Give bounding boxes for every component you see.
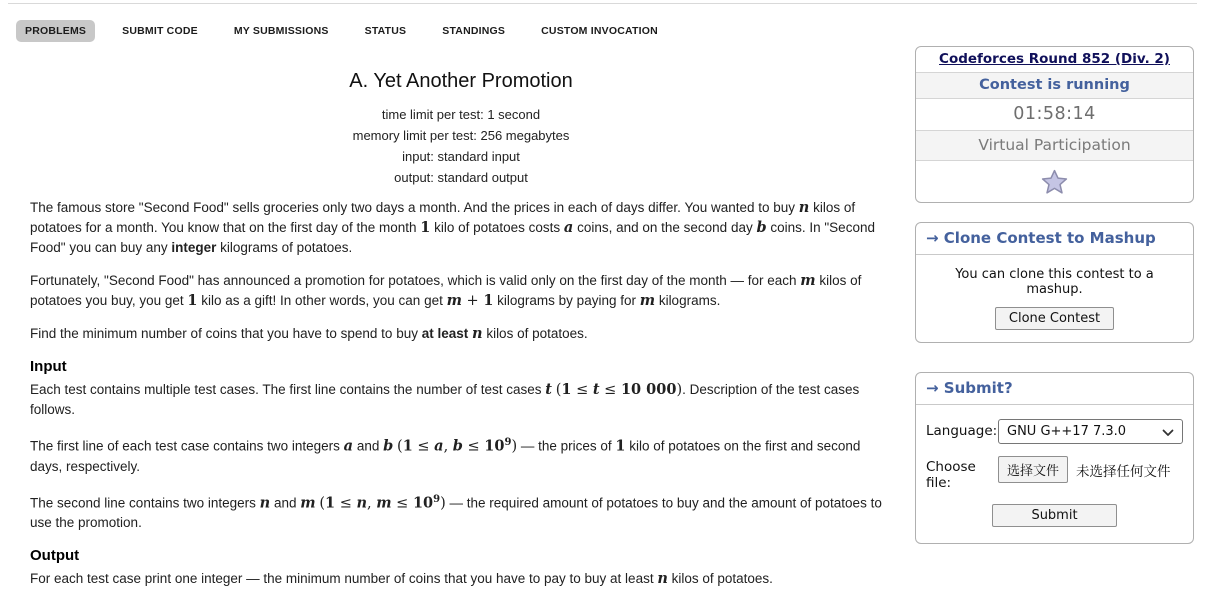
statement-body [30,198,892,589]
submit-box-header: → Submit? [916,373,1193,405]
input-paragraph: The second line contains two integers n and m (1 ≤ n, $m \le 10^9$) — the required amount of potatoes to buy and the amount of potatoes to use the promotion. [30,493,882,530]
clone-contest-box [915,222,1194,343]
tab-my-submissions[interactable]: MY SUBMISSIONS [233,25,329,37]
choose-file-row [926,455,1183,491]
memory-limit: memory limit per test: 256 megabytes [352,128,570,143]
choose-file-button[interactable]: 选择文件 [998,456,1068,483]
statement-paragraph: Find the minimum number of coins that you have to spend to buy at least n kilos of potatoes. [30,325,588,342]
contest-timer: 01:58:14 [916,99,1193,131]
statement-paragraph: Fortunately, "Second Food" has announced a promotion for potatoes, which is valid only on the first day of the month — for each m kilos of potatoes you buy, you get 1 kilo as a gift! In other words, you can get m + 1 kilograms by paying for m kilograms. [30,272,862,309]
sidebar [915,46,1194,544]
choose-file-label: Choose file: [926,459,976,491]
submit-box-body [916,405,1193,543]
output-spec: output: standard output [394,170,528,185]
clone-box-text: You can clone this contest to a mashup. [955,267,1154,297]
input-paragraph: The first line of each test case contains two integers a and b (1 ≤ a, $b \le 10^9$) — the prices of 1 kilo of potatoes on the first and second days, respectively. [30,437,861,474]
language-label: Language: [926,423,998,439]
input-section-title: Input [30,358,67,375]
favorite-star-row [916,161,1193,202]
file-status-text: 未选择任何文件 [1076,463,1171,480]
contest-title-link[interactable]: Codeforces Round 852 (Div. 2) [939,51,1170,67]
chevron-down-icon [1162,429,1174,437]
language-selected-value: GNU G++17 7.3.0 [1007,424,1127,439]
contest-info-box [915,46,1194,203]
favorite-star-icon[interactable] [1041,169,1068,195]
contest-tab-bar [16,20,667,42]
input-paragraph: Each test contains multiple test cases. The first line contains the number of test cases t (1 ≤ t ≤ 10 000). Description of the test cases follows. [30,381,860,417]
language-select[interactable] [998,419,1183,444]
problem-title: A. Yet Another Promotion [349,70,573,92]
participation-mode: Virtual Participation [916,131,1193,161]
language-row [926,419,1183,444]
problem-limits [30,104,892,188]
submit-row [926,504,1183,527]
input-spec: input: standard input [402,149,520,164]
clone-contest-button[interactable]: Clone Contest [995,307,1114,330]
file-input [998,455,1171,483]
tab-status[interactable]: STATUS [364,25,407,37]
output-section-title: Output [30,547,80,564]
clone-box-body [916,255,1193,342]
top-divider [8,3,1197,4]
time-limit: time limit per test: 1 second [381,107,541,122]
tab-submit-code[interactable]: SUBMIT CODE [122,25,198,37]
tab-custom-invocation[interactable]: CUSTOM INVOCATION [541,25,658,37]
submit-box [915,372,1194,544]
contest-title-row [916,47,1193,73]
tab-standings[interactable]: STANDINGS [442,25,506,37]
tab-problems[interactable]: PROBLEMS [16,20,95,42]
problem-statement-panel [30,60,892,602]
statement-paragraph: The famous store "Second Food" sells groceries only two days a month. And the prices in each of days differ. You wanted to buy n kilos of potatoes for a month. You know that on the first day of the month 1 kilo of potatoes costs a coins, and on the second day b coins. In "Second Food" you can buy any integer kilograms of potatoes. [30,199,875,255]
clone-box-header: → Clone Contest to Mashup [916,223,1193,255]
submit-button[interactable]: Submit [992,504,1116,527]
output-paragraph: For each test case print one integer — the minimum number of coins that you have to pay to buy at least n kilos of potatoes. [30,570,773,587]
contest-status: Contest is running [916,73,1193,99]
